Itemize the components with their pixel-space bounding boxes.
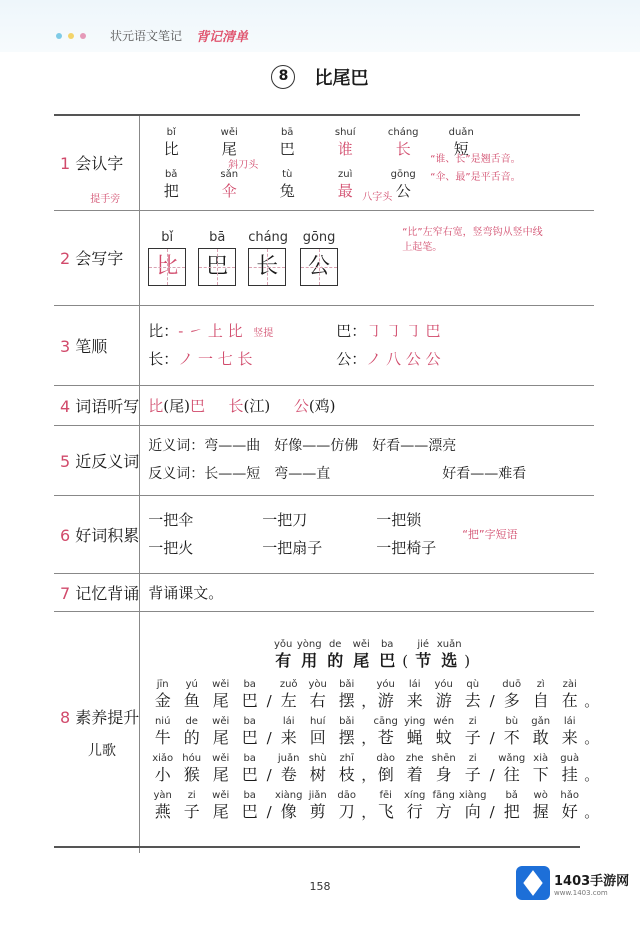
synonym-line: 近义词：弯——曲 好像——仿佛 好看——漂亮 (148, 438, 457, 454)
write-content (140, 210, 595, 305)
pinyin-char: xiǎo 小 (152, 753, 174, 785)
pinyin-char: wěi 尾 (212, 790, 230, 822)
vocab-content: 一把伞 一把刀 一把锁 一把火 一把扇子 一把椅子 “把”字短语 (140, 495, 595, 573)
pinyin-char: qù 去 (464, 679, 481, 711)
pinyin-char: zhī 枝 (338, 753, 355, 785)
dot-blue (56, 33, 62, 39)
row-label: 2 会写字 (54, 210, 140, 305)
pinyin-char: hóu 猴 (182, 753, 202, 785)
pinyin-char: duō 多 (502, 679, 522, 711)
watermark-name: 1403手游网 (554, 873, 630, 889)
row-label: 8 素养提升 儿歌 (54, 611, 140, 853)
pinyin-char: wěi 尾 (220, 126, 238, 158)
pinyin-char: zi 子 (464, 753, 481, 785)
pinyin-char: zhe 着 (405, 753, 424, 785)
pinyin-char: jiǎn 剪 (308, 790, 327, 822)
row-write (54, 210, 594, 305)
poem-content (140, 611, 600, 853)
poem-line (148, 678, 600, 711)
pinyin-char: xiàng 像 (274, 790, 303, 822)
punctuation: 。 (584, 692, 600, 711)
row-synonyms (54, 425, 594, 495)
punctuation: / (266, 766, 272, 785)
pinyin-char: lái 来 (280, 716, 297, 748)
pinyin-char: huí 回 (309, 716, 326, 748)
stroke-content: 比：- ㇀ 上 比 竖提 巴：㇆ ㇆ ㇆ 巴 长：ノ 一 七 长 公：ノ 八 公 公 (140, 305, 595, 385)
row-label: 6 好词积累 (54, 495, 140, 573)
pinyin-char: ba 巴 (241, 790, 258, 822)
pinyin-char: yàn 燕 (153, 790, 172, 822)
watermark-url: www.1403.com (554, 888, 608, 897)
pinyin-char: shù 树 (308, 753, 327, 785)
poem-line (148, 715, 600, 748)
pinyin-char: ying 蝇 (404, 716, 426, 748)
pinyin-char: niú 牛 (154, 716, 171, 748)
series-title: 状元语文笔记 (110, 29, 183, 43)
punctuation: ， (361, 729, 377, 748)
recognize-line-1 (142, 126, 594, 158)
pinyin-char: juǎn 卷 (277, 753, 300, 785)
pinyin-char: ba 巴 (379, 639, 396, 671)
writing-grid: bā 巴 (198, 230, 236, 286)
write-note: “比”左窄右宽，竖弯钩从竖中线上起笔。 (402, 226, 543, 253)
pinyin-char: bǐ 比 (163, 126, 179, 158)
punctuation: / (489, 766, 495, 785)
note-flat: “伞、最”是平舌音。 (430, 172, 521, 183)
poem-line (148, 752, 600, 785)
pinyin-char: dāo 刀 (337, 790, 356, 822)
watermark-cube-icon (516, 866, 550, 900)
note-eight-radical: 八字头 (362, 192, 393, 203)
pinyin-char: cāng 苍 (373, 716, 398, 748)
antonym-line: 反义词：长——短 弯——直 (148, 466, 331, 482)
pinyin-char: zuì 最 (337, 168, 353, 200)
pinyin-char: jīn 金 (154, 679, 171, 711)
pinyin-char: bǎ 把 (503, 790, 520, 822)
pinyin-char: yú 鱼 (183, 679, 200, 711)
row-label: 3 笔顺 (54, 305, 140, 385)
pinyin-char: tù 兔 (279, 168, 295, 200)
sub-label: 儿歌 (88, 742, 116, 759)
punctuation: ( (402, 652, 409, 671)
pinyin-char: ba 巴 (241, 753, 258, 785)
row-recite (54, 573, 594, 611)
brand-title: 背记清单 (196, 30, 249, 45)
bottom-rule (54, 846, 580, 848)
stroke-bi: - ㇀ 上 比 (178, 322, 243, 340)
pinyin-char: yóu 游 (376, 679, 395, 711)
pinyin-char: duǎn 短 (448, 126, 474, 158)
note-knife-radical: 斜刀头 (228, 160, 259, 171)
punctuation: / (266, 803, 272, 822)
pinyin-char: jié 节 (415, 639, 432, 671)
row-literacy (54, 611, 594, 853)
pinyin-char: de 的 (183, 716, 200, 748)
punctuation: 。 (584, 729, 600, 748)
dictation-content: 比(尾)巴 长(江) 公(鸡) (140, 385, 595, 425)
dot-yellow (68, 33, 74, 39)
writing-grid: bǐ 比 (148, 230, 186, 286)
pinyin-char: wén 蚊 (433, 716, 455, 748)
lesson-number: 8 (271, 65, 295, 89)
vocab-note: “把”字短语 (462, 527, 518, 541)
pinyin-char: sǎn 伞 (220, 168, 239, 200)
row-label: 7 记忆背诵 (54, 573, 140, 611)
pinyin-char: zi 子 (183, 790, 200, 822)
pinyin-char: wěi 尾 (352, 639, 370, 671)
pinyin-char: bù 不 (503, 716, 520, 748)
row-stroke-order (54, 305, 594, 385)
pinyin-char: gǎn 敢 (531, 716, 551, 748)
poem-title (148, 638, 594, 670)
stroke-ba: ㇆ ㇆ ㇆ 巴 (366, 322, 441, 340)
pinyin-char: bǎ 把 (163, 168, 179, 200)
stroke-gong: ノ 八 公 公 (366, 350, 441, 368)
pinyin-char: wò 握 (532, 790, 549, 822)
pinyin-char: xíng 行 (404, 790, 426, 822)
punctuation: ) (464, 652, 471, 671)
lesson-heading (0, 64, 640, 90)
pinyin-char: gōng 公 (390, 168, 416, 200)
punctuation: 。 (584, 803, 600, 822)
pinyin-char: yǒu 有 (274, 639, 293, 671)
punctuation: 。 (584, 766, 600, 785)
punctuation: ， (361, 692, 377, 711)
page-number: 158 (309, 880, 331, 893)
pinyin-char: yòu 右 (308, 679, 327, 711)
punctuation: / (489, 729, 495, 748)
row-vocab (54, 495, 594, 573)
pinyin-char: ba 巴 (241, 716, 258, 748)
notes-table (54, 116, 600, 853)
recite-content: 背诵课文。 (140, 573, 595, 611)
pinyin-char: bǎi 摆 (338, 716, 355, 748)
pinyin-char: yòng 用 (296, 639, 322, 671)
pinyin-char: de 的 (327, 639, 344, 671)
pinyin-char: xià 下 (532, 753, 549, 785)
row-dictation (54, 385, 594, 425)
header-bar (0, 0, 640, 52)
pinyin-char: lái 来 (406, 679, 423, 711)
pinyin-char: ba 巴 (241, 679, 258, 711)
poem-line (148, 789, 600, 822)
row-label: 4 词语听写 (54, 385, 140, 425)
pinyin-char: lái 来 (561, 716, 578, 748)
pinyin-char: zì 自 (532, 679, 549, 711)
note-retroflex: “谁、长”是翘舌音。 (430, 154, 521, 165)
punctuation: / (489, 692, 495, 711)
header-dots (56, 33, 86, 39)
pinyin-char: fēi 飞 (377, 790, 394, 822)
stroke-chang: ノ 一 七 长 (178, 350, 253, 368)
pinyin-char: bā 巴 (279, 126, 295, 158)
pinyin-char: wǎng 往 (498, 753, 526, 785)
punctuation: ， (361, 803, 377, 822)
dot-pink (80, 33, 86, 39)
poem-lines (148, 678, 600, 822)
pinyin-char: wěi 尾 (212, 716, 230, 748)
pinyin-char: yóu 游 (434, 679, 453, 711)
writing-grid: cháng 长 (248, 230, 288, 286)
writing-grid: gōng 公 (300, 230, 338, 286)
pinyin-char: fāng 方 (432, 790, 455, 822)
punctuation: / (489, 803, 495, 822)
pinyin-char: zài 在 (561, 679, 578, 711)
pinyin-char: cháng 长 (387, 126, 419, 158)
pinyin-char: zuǒ 左 (279, 679, 298, 711)
pinyin-char: zi 子 (464, 716, 481, 748)
row-label: 1 会认字 (54, 116, 140, 210)
lesson-title: 比尾巴 (314, 68, 369, 89)
pinyin-char: xiàng 向 (458, 790, 487, 822)
stroke-note: 竖提 (253, 328, 274, 339)
pinyin-char: wěi 尾 (212, 679, 230, 711)
pinyin-char: wěi 尾 (212, 753, 230, 785)
punctuation: / (266, 692, 272, 711)
pinyin-char: bǎi 摆 (338, 679, 355, 711)
synonym-content: 近义词：弯——曲 好像——仿佛 好看——漂亮 反义词：长——短 弯——直 好看——难看 (140, 425, 595, 495)
pinyin-char: dào 倒 (376, 753, 395, 785)
pinyin-char: shēn 身 (431, 753, 456, 785)
pinyin-char: guà 挂 (560, 753, 580, 785)
pinyin-char: xuǎn 选 (436, 639, 462, 671)
watermark (516, 866, 629, 900)
pinyin-char: hǎo 好 (560, 790, 579, 822)
punctuation: / (266, 729, 272, 748)
punctuation: ， (361, 766, 377, 785)
note-hand-radical: 提手旁 (90, 194, 121, 205)
pinyin-char: shuí 谁 (334, 126, 356, 158)
row-label: 5 近反义词 (54, 425, 140, 495)
row-recognize (54, 116, 594, 210)
